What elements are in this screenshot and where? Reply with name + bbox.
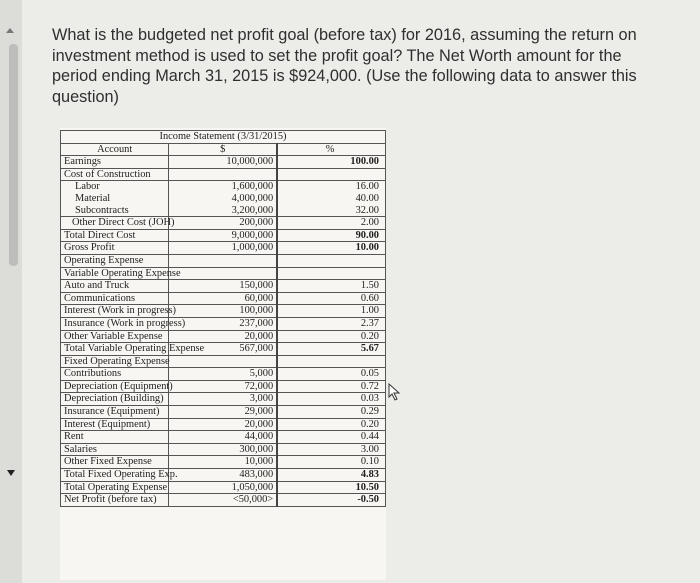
row-amount: 150,000 (169, 280, 277, 293)
row-amount: 9,000,000 (169, 229, 277, 242)
question-text: What is the budgeted net profit goal (before tax) for 2016, assuming the return on investment method is used to set the profit goal? The Net Worth amount for the period ending March 31, 2015 is $924,000. (Use the following data to answer this question) (52, 26, 637, 106)
row-account: Operating Expense (61, 254, 169, 267)
row-amount: 4,000,000 (169, 193, 277, 205)
row-percent: 0.60 (277, 292, 385, 305)
row-account: Insurance (Equipment) (61, 406, 169, 419)
row-account: Depreciation (Equipment) (61, 380, 169, 393)
row-account: Variable Operating Expense (61, 267, 169, 280)
row-percent: 0.10 (277, 456, 385, 469)
row-account: Total Fixed Operating Exp. (61, 469, 169, 482)
row-percent: 10.50 (277, 481, 385, 494)
row-amount: 60,000 (169, 292, 277, 305)
income-statement-table (60, 130, 386, 507)
row-amount: 10,000,000 (169, 156, 277, 169)
row-percent: 2.00 (277, 217, 385, 230)
row-amount: 483,000 (169, 469, 277, 482)
row-account: Interest (Equipment) (61, 418, 169, 431)
row-account: Insurance (Work in progress) (61, 317, 169, 330)
row-account: Other Fixed Expense (61, 456, 169, 469)
row-percent: 32.00 (277, 205, 385, 217)
row-amount: 100,000 (169, 305, 277, 318)
row-percent: -0.50 (277, 494, 385, 507)
row-percent: 0.03 (277, 393, 385, 406)
row-percent (277, 168, 385, 181)
row-amount: 567,000 (169, 343, 277, 356)
row-amount (169, 355, 277, 368)
row-account: Total Direct Cost (61, 229, 169, 242)
row-percent: 40.00 (277, 193, 385, 205)
row-percent (277, 267, 385, 280)
scroll-down-arrow-icon[interactable] (7, 470, 15, 476)
row-percent: 16.00 (277, 181, 385, 193)
row-account: Contributions (61, 368, 169, 381)
row-amount: 1,050,000 (169, 481, 277, 494)
row-percent (277, 254, 385, 267)
header-percent: % (277, 143, 385, 156)
row-percent: 4.83 (277, 469, 385, 482)
header-account: Account (61, 143, 169, 156)
row-amount: 1,000,000 (169, 242, 277, 255)
row-account: Other Variable Expense (61, 330, 169, 343)
row-percent: 10.00 (277, 242, 385, 255)
row-account: Interest (Work in progress) (61, 305, 169, 318)
row-account: Total Variable Operating Expense (61, 343, 169, 356)
table-title: Income Statement (3/31/2015) (61, 131, 386, 144)
row-percent: 0.20 (277, 418, 385, 431)
row-account: Gross Profit (61, 242, 169, 255)
row-account: Communications (61, 292, 169, 305)
row-account: Salaries (61, 443, 169, 456)
row-amount: 10,000 (169, 456, 277, 469)
row-amount: 20,000 (169, 418, 277, 431)
row-percent: 0.05 (277, 368, 385, 381)
row-account: Subcontracts (61, 205, 169, 217)
row-account: Total Operating Expense (61, 481, 169, 494)
row-percent: 5.67 (277, 343, 385, 356)
scroll-thumb[interactable] (9, 44, 18, 266)
row-percent: 2.37 (277, 317, 385, 330)
row-percent: 0.20 (277, 330, 385, 343)
row-account: Fixed Operating Expense (61, 355, 169, 368)
row-amount: 3,000 (169, 393, 277, 406)
row-percent: 0.44 (277, 431, 385, 444)
row-amount (169, 168, 277, 181)
row-amount (169, 267, 277, 280)
row-account: Cost of Construction (61, 168, 169, 181)
row-account: Depreciation (Building) (61, 393, 169, 406)
row-amount: 200,000 (169, 217, 277, 230)
row-amount: 300,000 (169, 443, 277, 456)
row-percent: 0.29 (277, 406, 385, 419)
row-percent: 1.00 (277, 305, 385, 318)
scrollbar[interactable] (0, 0, 22, 583)
row-percent: 0.72 (277, 380, 385, 393)
row-amount: 20,000 (169, 330, 277, 343)
row-percent (277, 355, 385, 368)
row-account: Net Profit (before tax) (61, 494, 169, 507)
header-dollar: $ (169, 143, 277, 156)
row-account: Earnings (61, 156, 169, 169)
scroll-up-arrow-icon[interactable] (6, 28, 14, 33)
row-account: Rent (61, 431, 169, 444)
mouse-cursor-icon (388, 383, 402, 401)
row-percent: 3.00 (277, 443, 385, 456)
row-account: Material (61, 193, 169, 205)
row-amount: 3,200,000 (169, 205, 277, 217)
row-amount: 44,000 (169, 431, 277, 444)
row-account: Auto and Truck (61, 280, 169, 293)
row-account: Other Direct Cost (JOH) (61, 217, 169, 230)
row-amount: 5,000 (169, 368, 277, 381)
row-amount: 72,000 (169, 380, 277, 393)
income-statement-image (60, 128, 386, 580)
row-percent: 100.00 (277, 156, 385, 169)
row-percent: 90.00 (277, 229, 385, 242)
row-percent: 1.50 (277, 280, 385, 293)
row-amount: 29,000 (169, 406, 277, 419)
row-amount: 237,000 (169, 317, 277, 330)
row-amount (169, 254, 277, 267)
row-amount: <50,000> (169, 494, 277, 507)
row-account: Labor (61, 181, 169, 193)
row-amount: 1,600,000 (169, 181, 277, 193)
